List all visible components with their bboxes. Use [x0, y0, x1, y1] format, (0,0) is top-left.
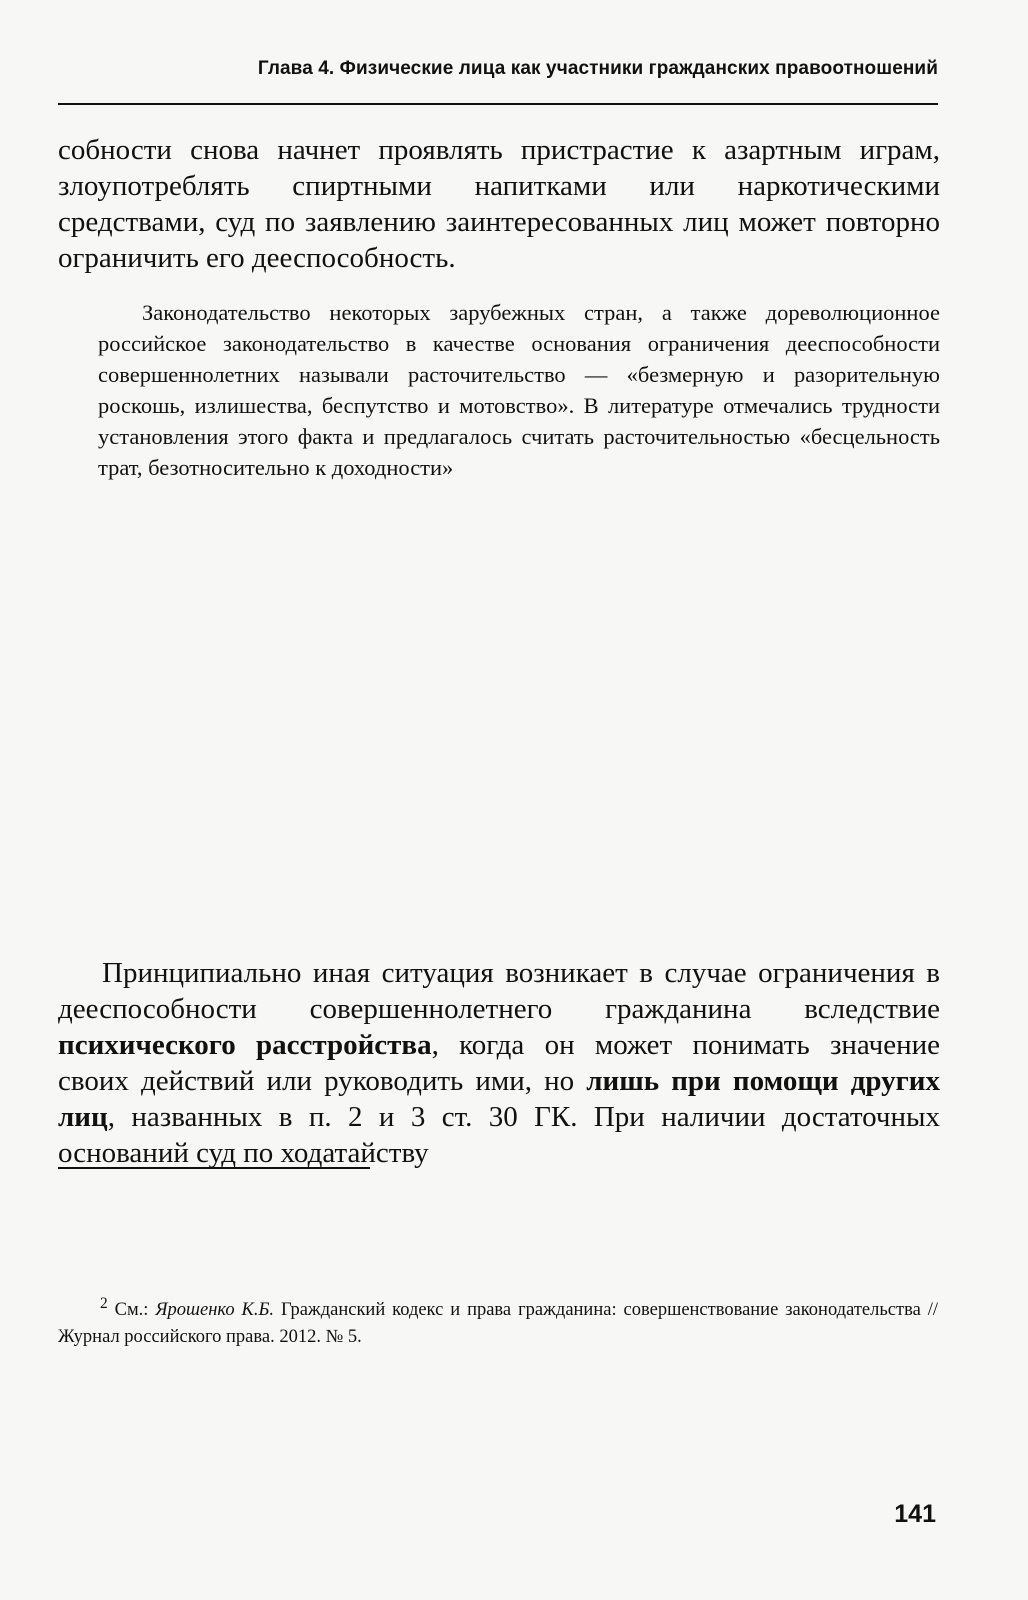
paragraph-2	[98, 297, 940, 483]
paragraph-4	[58, 955, 940, 1171]
footnote-2-text: Гражданский кодекс и права гражданина: совершенствование законодательства // Журнал российского права. 2012. № 5.	[58, 1300, 938, 1348]
header-rule	[58, 103, 938, 105]
paragraph-4-part1: Принципиально иная ситуация возникает в случае ограничения в дееспособности совершеннолетнего гражданина вследствие	[58, 957, 940, 1025]
paragraph-4-bold1: психического расстройства	[58, 1029, 432, 1061]
paragraph-4-part2: , когда он может понимать значение своих действий или руководить ими, но	[58, 1029, 941, 1097]
paragraph-1: собности снова начнет проявлять пристрастие к азартным играм, злоупотреблять спиртными напитками или наркотическими средствами, суд по заявлению заинтересованных лиц может повторно ограничить его дееспособность.	[58, 134, 940, 274]
footnote-2	[58, 1290, 938, 1351]
chapter-header: Глава 4. Физические лица как участники гражданских правоотношений	[257, 58, 938, 79]
page-number: 141	[894, 1500, 936, 1528]
footnote-2-pre: См.:	[114, 1300, 156, 1321]
footnote-2-number: 2	[100, 1295, 108, 1312]
paragraph-2-text: Законодательство некоторых зарубежных стран, а также дореволюционное российское законодательство в качестве основания ограничения дееспособности совершеннолетних называли расточительство — «безмерную и разорительную роскошь, излишества, беспутство и мотовство». В литературе отмечались трудности установления этого факта и предлагалось считать расточительностью «бесцельность трат, безотносительно к доходности»	[98, 300, 940, 480]
paragraph-4-part3: , названных в п. 2 и 3 ст. 30 ГК. При наличии достаточных оснований суд по ходатайству	[58, 1101, 940, 1169]
footnote-2-author: Ярошенко К.Б.	[155, 1300, 274, 1321]
footnote-separator	[58, 1167, 370, 1169]
paragraph-4-bold2: лишь при помощи других лиц	[58, 1065, 941, 1133]
